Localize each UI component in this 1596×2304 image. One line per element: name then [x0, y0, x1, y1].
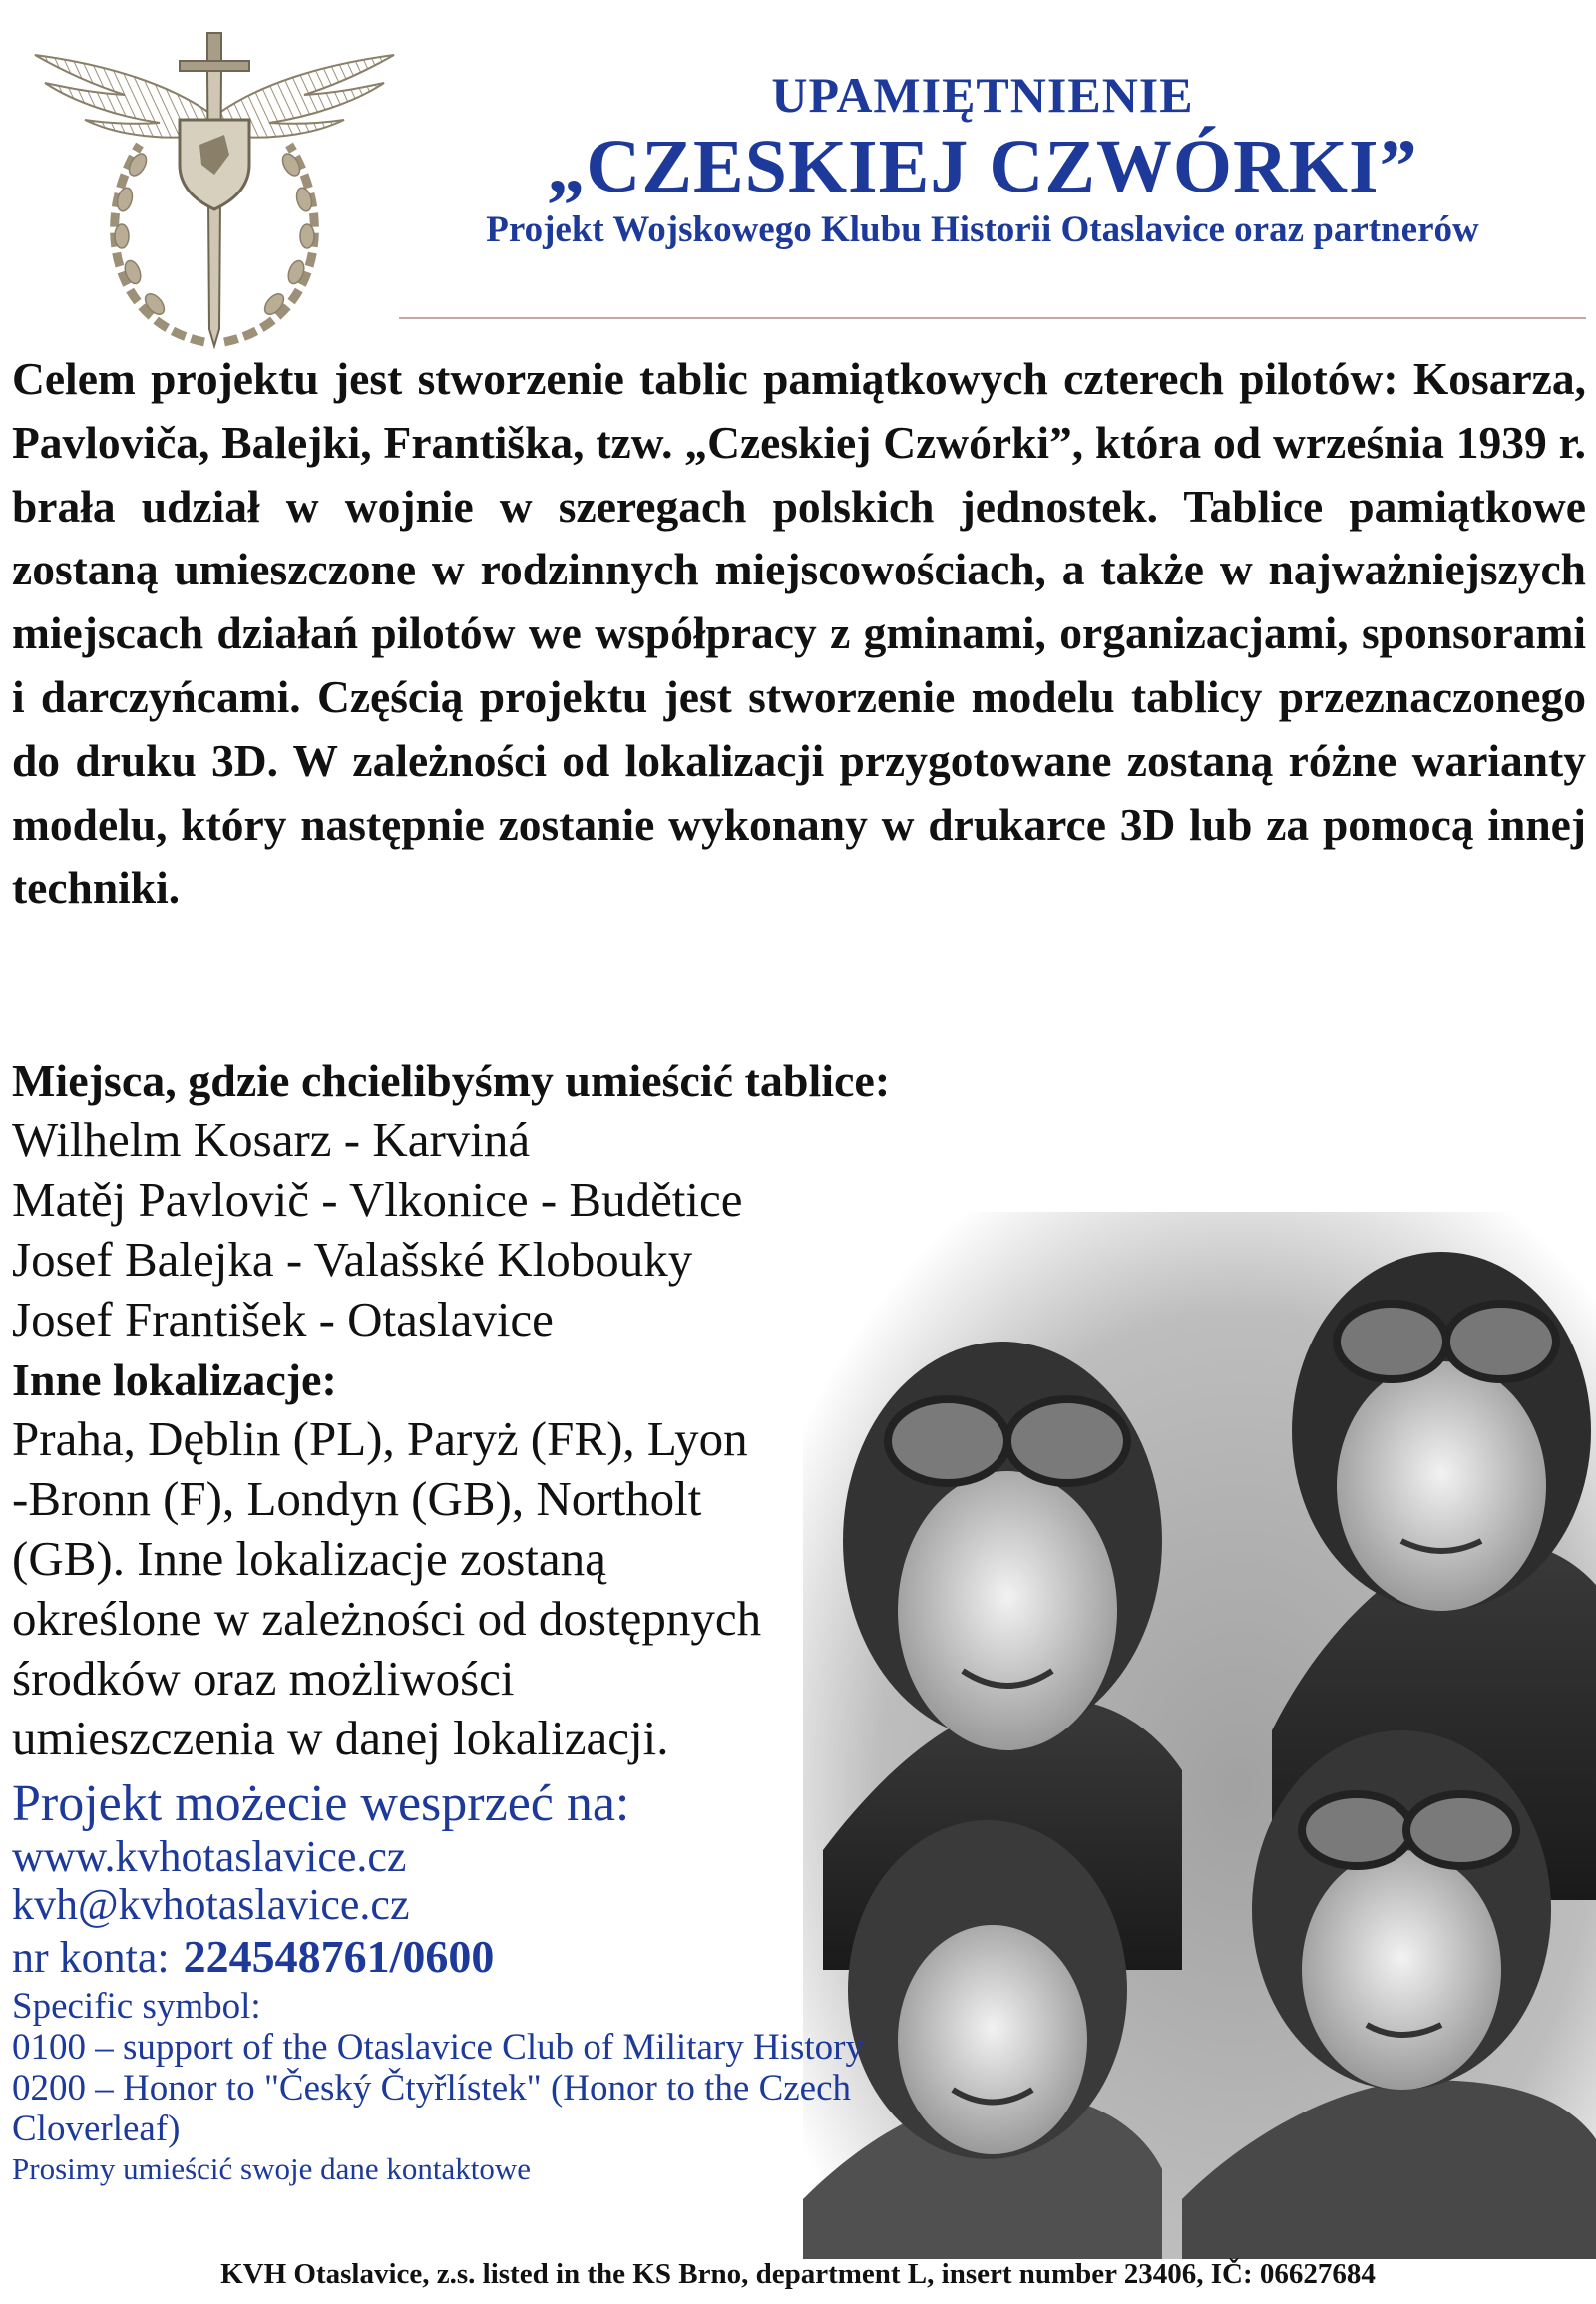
support-section [12, 1775, 910, 2189]
other-locations-heading: Inne lokalizacje: [12, 1354, 337, 1405]
contact-note: Prosimy umieścić swoje dane kontaktowe [12, 2151, 532, 2186]
footer-registration: KVH Otaslavice, z.s. listed in the KS Brno, department L, insert number 23406, IČ: 06627684 [220, 2258, 1376, 2290]
place-item: Matěj Pavlovič - Vlkonice - Budětice [12, 1172, 743, 1227]
other-locations-line: środków oraz możliwości [12, 1651, 515, 1706]
header-divider [399, 317, 1586, 319]
other-locations-section [12, 1351, 895, 1768]
place-item: Josef František - Otaslavice [12, 1292, 554, 1346]
other-locations-line: umieszczenia w danej lokalizacji. [12, 1711, 669, 1765]
place-item: Josef Balejka - Valašské Klobouky [12, 1232, 693, 1287]
pilots-photo [803, 1212, 1596, 2259]
symbol-item: 0200 – Honor to "Český Čtyřlístek" (Honor to the Czech Cloverleaf) [12, 2068, 852, 2149]
intro-paragraph: Celem projektu jest stworzenie tablic pamiątkowych czterech pilotów: Kosarza, Pavloviča, Balejki, Františka, tzw. „Czeskiej Czwórki”, która od września 1939 r. brała udział w wojnie w szeregach polskich jednostek. Tablice pamiątkowe zostaną umieszczone w rodzinnych miejscowościach, a także w najważniejszych miejscach działań pilotów we współpracy z gminami, organizacjami, sponsorami i darczyńcami. Częścią projektu jest stworzenie modelu tablicy przeznaczonego do druku 3D. W zależności od lokalizacji przygotowane zostaną różne warianty modelu, który następnie zostanie wykonany w drukarce 3D lub za pomocą innej techniki. [12, 353, 1586, 914]
account-label: nr konta: [12, 1933, 170, 1982]
heraldic-shield-icon [180, 120, 249, 209]
website-link[interactable]: www.kvhotaslavice.cz [12, 1832, 407, 1881]
email-link[interactable]: kvh@kvhotaslavice.cz [12, 1880, 410, 1929]
symbol-label: Specific symbol: [12, 1986, 261, 2027]
place-item: Wilhelm Kosarz - Karviná [12, 1112, 531, 1167]
header-subtitle: Projekt Wojskowego Klubu Historii Otaslavice oraz partnerów [486, 209, 1479, 250]
other-locations-line: (GB). Inne lokalizacje zostaną [12, 1531, 606, 1586]
other-locations-line: określone w zależności od dostępnych [12, 1591, 762, 1646]
club-emblem-logo [30, 25, 399, 354]
other-locations-line: -Bronn (F), Londyn (GB), Northolt [12, 1471, 702, 1526]
header-title: „CZESKIEJ CZWÓRKI” [547, 125, 1418, 208]
places-section [12, 1052, 1109, 1349]
account-number: 224548761/0600 [183, 1931, 495, 1982]
support-heading: Projekt możecie wesprzeć na: [12, 1775, 630, 1832]
places-heading: Miejsca, gdzie chcielibyśmy umieścić tablice: [12, 1055, 891, 1106]
other-locations-line: Praha, Dęblin (PL), Paryż (FR), Lyon [12, 1411, 748, 1466]
header-line-1: UPAMIĘTNIENIE [771, 67, 1194, 123]
bank-account [12, 1929, 910, 1986]
header [394, 65, 1571, 252]
symbol-item: 0100 – support of the Otaslavice Club of Military History [12, 2027, 864, 2068]
